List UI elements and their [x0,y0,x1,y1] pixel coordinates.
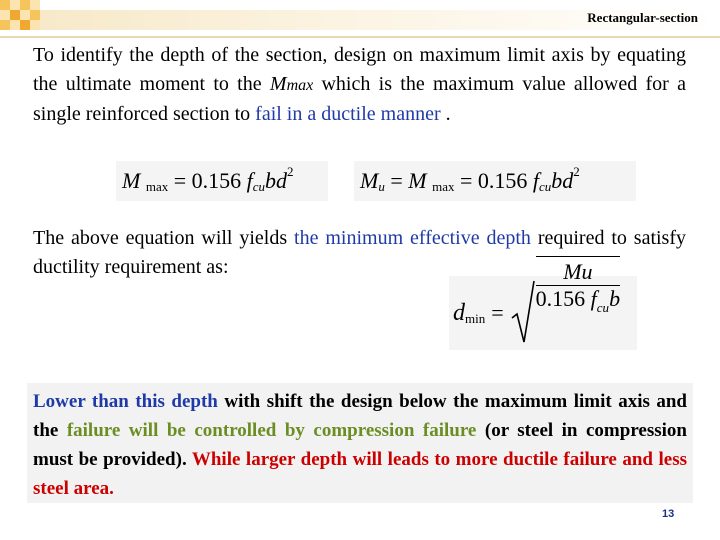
page-number: 13 [662,508,675,520]
header-divider [0,36,720,38]
square-root-sign [510,278,536,348]
equation-dmin: d min = Mu 0.156 $f_{cu}b$ [449,276,637,350]
equation-mmax: M max = 0.156 f cu bd 2 [116,161,328,201]
ductile-highlight: fail in a ductile manner [255,103,441,125]
equation-mu: M u = M max = 0.156 f cu bd 2 [354,161,636,201]
header-title: Rectangular-section [587,10,698,25]
min-depth-highlight: the minimum effective depth [294,227,531,249]
paragraph-min-depth: The above equation will yields the minimum effective depth required to satisfy ductility requirement as: [33,227,687,278]
conclusion-callout: Lower than this depth with shift the design below the maximum limit axis and the failure will be controlled by compression failure (or steel in compression must be provided). While larger depth will leads to more ductile failure and less steel area. [27,383,693,503]
paragraph-intro: To identify the depth of the section, design on maximum limit axis by equating the ultimate moment to the Mmax which is the maximum value allowed for a single reinforced section to fail in a ductile manner . [33,44,686,125]
